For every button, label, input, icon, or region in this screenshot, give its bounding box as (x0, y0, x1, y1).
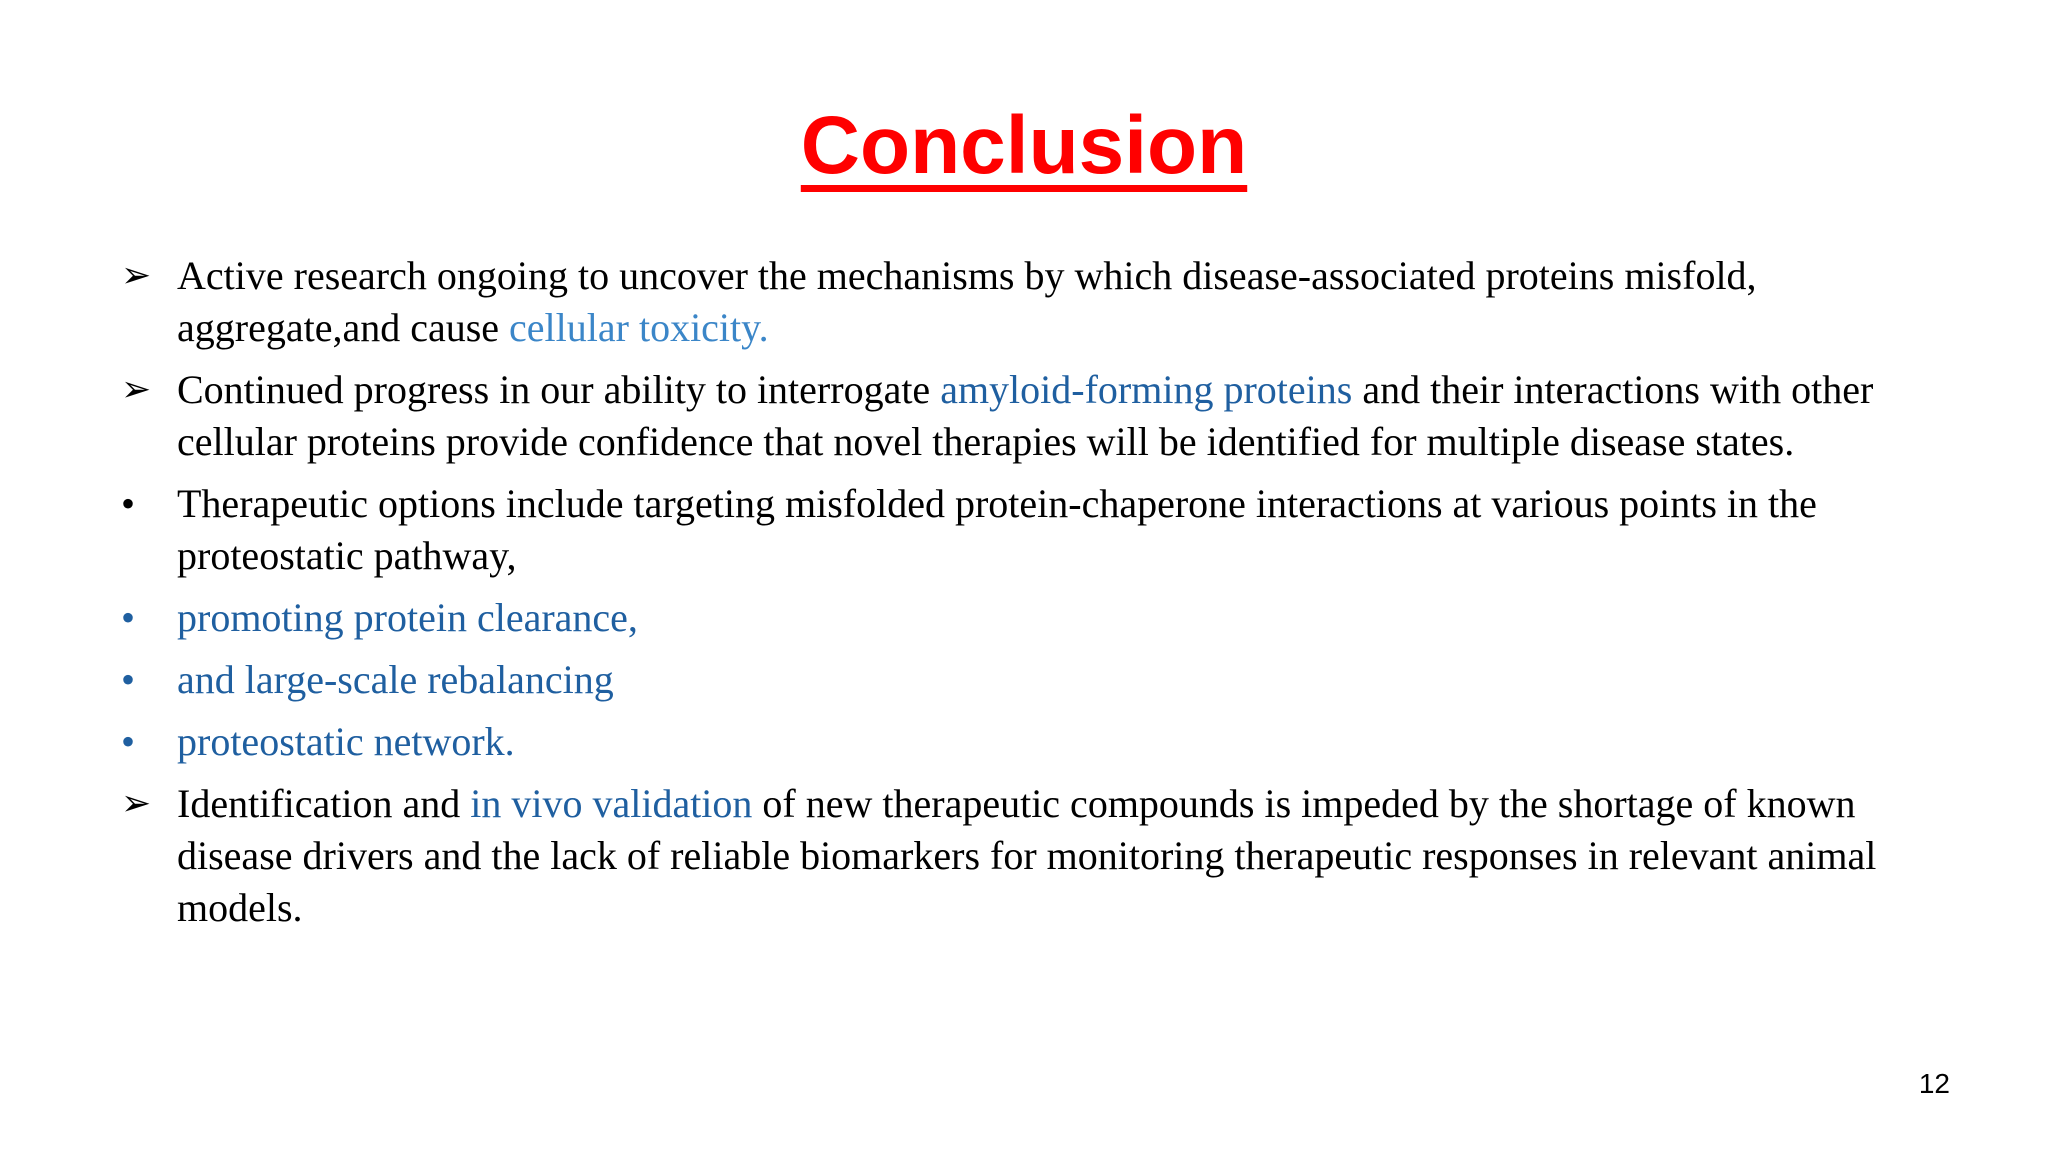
dot-bullet-icon: • (121, 657, 136, 702)
list-item (113, 778, 1973, 934)
item-text: Active research ongoing to uncover the mechanisms by which disease-associated proteins misfold, aggregate,and cause (177, 253, 1757, 350)
arrow-bullet-icon: ➢ (121, 369, 152, 410)
list-item (113, 364, 1973, 468)
item-text: Identification and (177, 781, 471, 826)
dot-bullet-icon: • (121, 481, 136, 526)
slide-title-text: Conclusion (800, 100, 1248, 191)
item-highlight: in vivo validation (470, 781, 753, 826)
item-text: Continued progress in our ability to interrogate (177, 367, 941, 412)
item-highlight: amyloid-forming proteins (940, 367, 1353, 412)
arrow-bullet-icon: ➢ (121, 783, 152, 824)
list-item (113, 592, 1973, 644)
item-text: Therapeutic options include targeting misfolded protein-chaperone interactions at various points in the proteostatic pathway, (177, 481, 1817, 578)
item-text: of new therapeutic compounds is impeded by the shortage of known disease drivers and the lack of reliable biomarkers for monitoring therapeutic responses in relevant animal models. (177, 781, 1877, 930)
dot-bullet-icon: • (121, 595, 136, 640)
list-item (113, 250, 1973, 354)
item-text: proteostatic network. (177, 719, 515, 764)
item-text: promoting protein clearance, (177, 595, 638, 640)
bullet-list (113, 250, 1973, 944)
item-highlight: cellular toxicity. (509, 305, 769, 350)
arrow-bullet-icon: ➢ (121, 255, 152, 296)
page-number: 12 (1918, 1068, 1950, 1099)
item-text: and their interactions with other cellular proteins provide confidence that novel therapies will be identified for multiple disease states. (177, 367, 1874, 464)
dot-bullet-icon: • (121, 719, 136, 764)
list-item (113, 654, 1973, 706)
list-item (113, 716, 1973, 768)
list-item (113, 478, 1973, 582)
slide-title (0, 96, 2048, 196)
item-text: and large-scale rebalancing (177, 657, 614, 702)
